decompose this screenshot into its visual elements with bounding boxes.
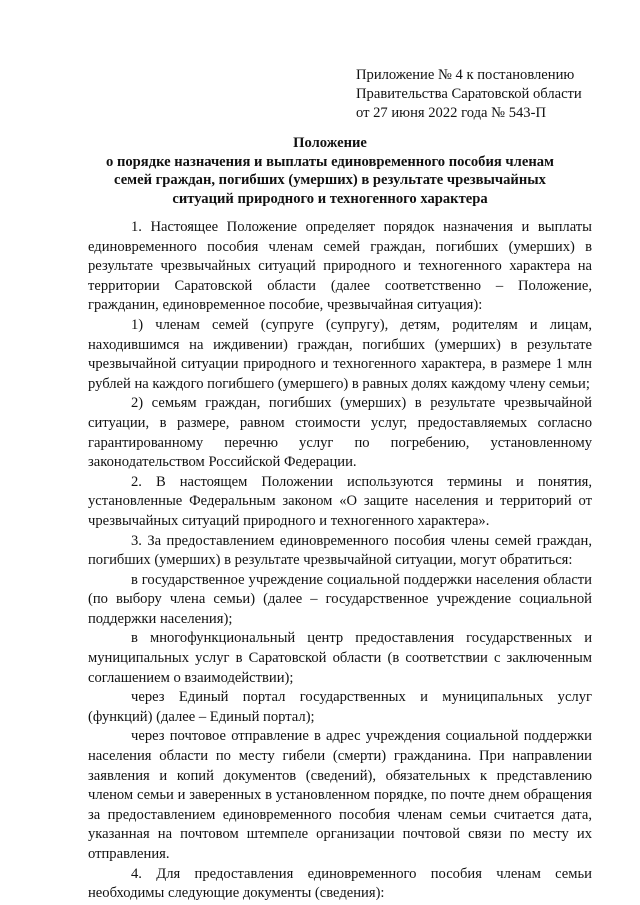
paragraph-3-option-3: через Единый портал государственных и муниципальных услуг (функций) (далее – Единый портал);: [88, 689, 592, 725]
paragraph-1-item-2: 2) семьям граждан, погибших (умерших) в результате чрезвычайной ситуации, в размере, равном стоимости услуг, предоставляемых согласно гарантированному перечню услуг по погребению, установленному законодательством Российской Федерации.: [88, 395, 592, 471]
paragraph-1-item-1: 1) членам семей (супруге (супругу), детям, родителям и лицам, находившимся на иждивении) граждан, погибших (умерших) в результате чрезвычайной ситуации природного и техногенного характера, в размере 1 млн рублей на каждого погибшего (умершего) в равных долях каждому члену семьи;: [88, 316, 592, 392]
title-line-1: Положение: [293, 135, 367, 151]
paragraph-3-option-1: в государственное учреждение социальной поддержки населения области (по выбору члена семьи) (далее – государственное учреждение социальной поддержки населения);: [88, 571, 592, 627]
paragraph-3-option-2: в многофункциональный центр предоставления государственных и муниципальных услуг в Саратовской области (в соответствии с заключенным соглашением о взаимодействии);: [88, 630, 592, 686]
paragraph-4: 4. Для предоставления единовременного пособия членам семьи необходимы следующие документы (сведения):: [88, 865, 592, 902]
appendix-header: [356, 66, 606, 123]
appendix-line-2: Правительства Саратовской области: [356, 86, 582, 102]
document-title: [80, 134, 580, 208]
title-line-2: о порядке назначения и выплаты единовременного пособия членам: [106, 153, 554, 170]
paragraph-1: 1. Настоящее Положение определяет порядок назначения и выплаты единовременного пособия членам семей граждан, погибших (умерших) в результате чрезвычайных ситуаций природного и техногенного характера на территории Саратовской области (далее соответственно – Положение, гражданин, единовременное пособие, чрезвычайная ситуация):: [88, 219, 592, 314]
paragraph-2: 2. В настоящем Положении используются термины и понятия, установленные Федеральным законом «О защите населения и территорий от чрезвычайных ситуаций природного и техногенного характера».: [88, 473, 592, 529]
document-body: [88, 218, 592, 904]
title-line-4: ситуаций природного и техногенного характера: [172, 190, 488, 207]
paragraph-3: 3. За предоставлением единовременного пособия члены семей граждан, погибших (умерших) в результате чрезвычайной ситуации, могут обратиться:: [88, 532, 592, 569]
appendix-line-3: от 27 июня 2022 года № 543-П: [356, 105, 547, 121]
appendix-line-1: Приложение № 4 к постановлению: [356, 67, 575, 83]
paragraph-3-option-4: через почтовое отправление в адрес учреждения социальной поддержки населения области по месту гибели (смерти) гражданина. При направлении заявления и копий документов (сведений), обязательных к представлению членом семьи и заверенных в установленном порядке, по почте днем обращения за предоставлением единовременного пособия членам семьи считается дата, указанная на почтовом штемпеле организации почтовой связи по месту их отправления.: [88, 728, 592, 862]
title-line-3: семей граждан, погибших (умерших) в результате чрезвычайных: [114, 172, 546, 188]
